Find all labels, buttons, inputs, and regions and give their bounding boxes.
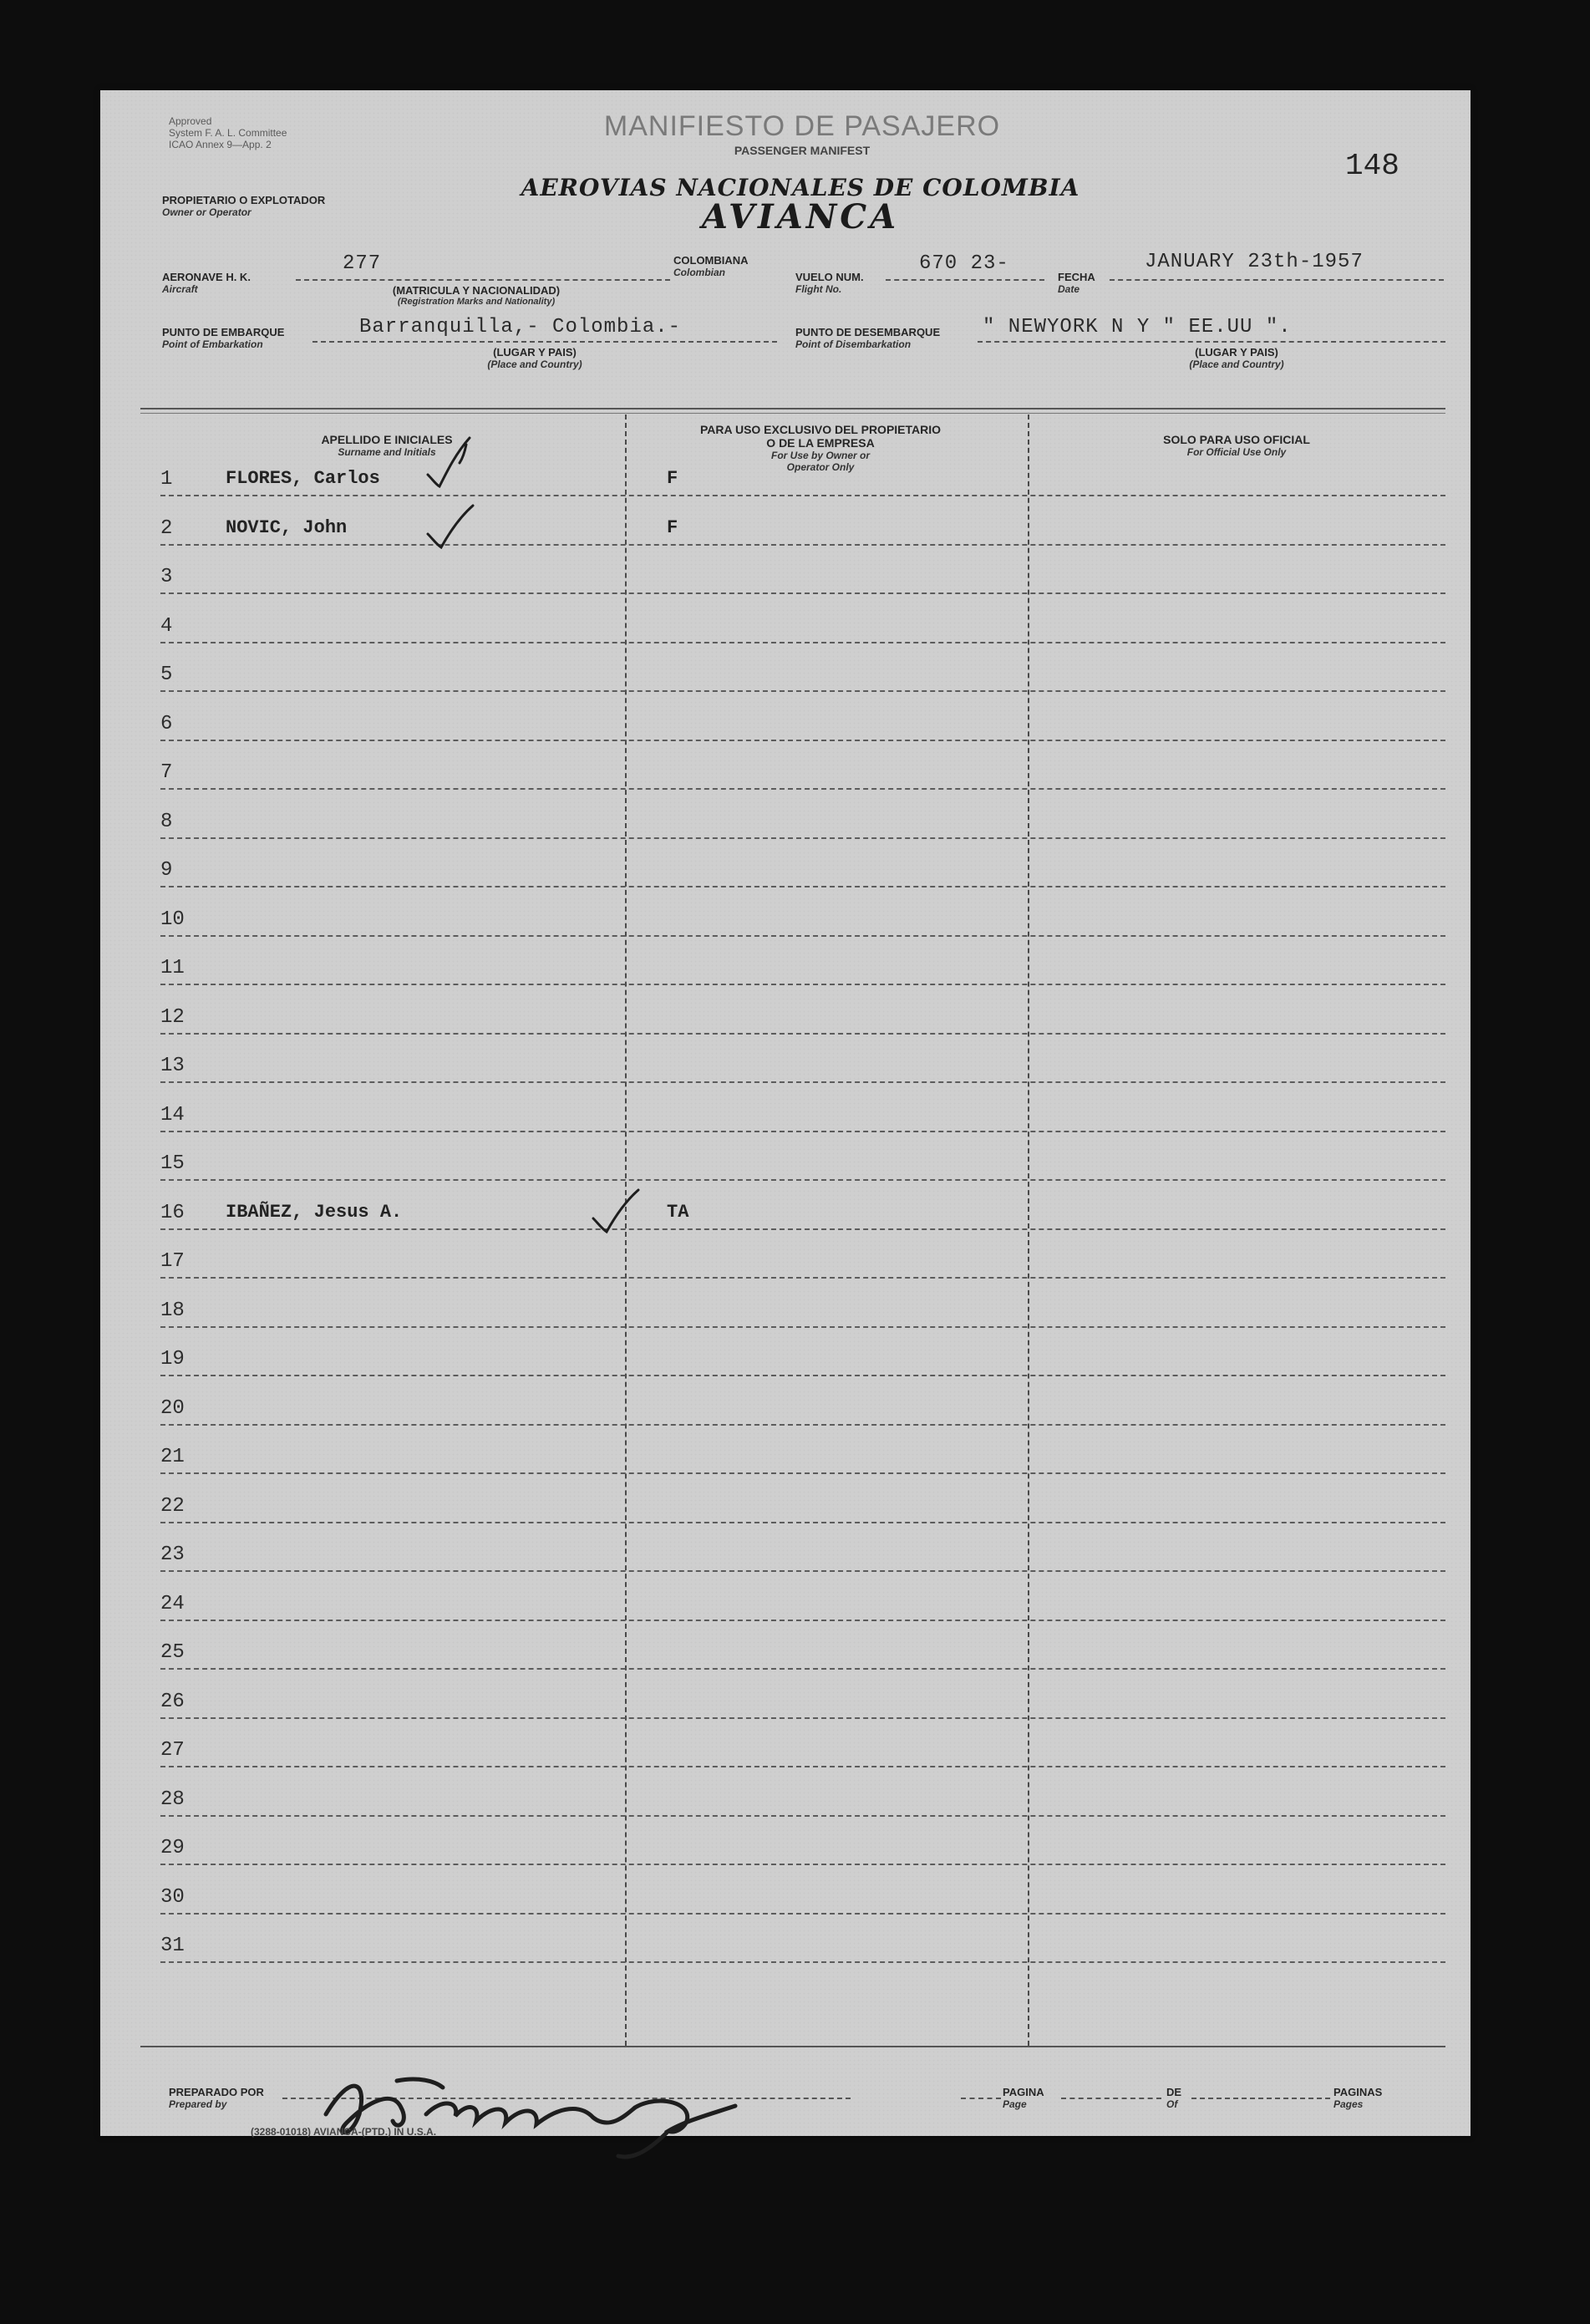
row-number: 20: [160, 1396, 185, 1420]
checkmark-icon: [423, 502, 490, 561]
page-label-en: Page: [1003, 2098, 1027, 2110]
table-row: [160, 1766, 1445, 1767]
row-number: 28: [160, 1787, 185, 1811]
table-row: [160, 1179, 1445, 1181]
row-number: 6: [160, 712, 173, 735]
disembarkation-caption: [1189, 346, 1283, 370]
date-label: [1058, 271, 1095, 295]
manifest-title-es: MANIFIESTO DE PASAJERO: [603, 110, 1001, 142]
registration-caption: [393, 284, 560, 307]
flight-label-es: VUELO NUM.: [795, 271, 864, 283]
row-number: 12: [160, 1005, 185, 1029]
table-row: [160, 1961, 1445, 1963]
row-number: 27: [160, 1739, 185, 1762]
registration-caption-en: (Registration Marks and Nationality): [397, 297, 556, 307]
prepared-by-label: [169, 2086, 264, 2110]
table-row: [160, 544, 1445, 546]
page-number: 148: [1345, 149, 1400, 183]
row-number: 25: [160, 1641, 185, 1664]
row-number: 30: [160, 1885, 185, 1909]
airline-brand: AVIANCA: [701, 197, 900, 236]
disembarkation-label-en: Point of Disembarkation: [795, 338, 912, 350]
table-row: [160, 984, 1445, 985]
embarkation-label: [162, 326, 284, 350]
owner-label-es: PROPIETARIO O EXPLOTADOR: [162, 194, 326, 206]
of-label: [1166, 2086, 1181, 2110]
row-number: 24: [160, 1592, 185, 1615]
row-number: 23: [160, 1543, 185, 1566]
table-row: [160, 1522, 1445, 1523]
embarkation-point: Barranquilla,- Colombia.-: [359, 316, 682, 338]
row-number: 1: [160, 468, 173, 491]
approval-line-1: Approved: [169, 115, 212, 127]
table-row: [160, 592, 1445, 594]
disembarkation-label-es: PUNTO DE DESEMBARQUE: [795, 326, 941, 338]
embarkation-caption: [487, 346, 582, 370]
manifest-sheet: [100, 90, 1471, 2136]
pages-label-en: Pages: [1333, 2098, 1364, 2110]
row-number: 19: [160, 1348, 185, 1370]
table-row: [160, 495, 1445, 496]
table-row: [160, 1668, 1445, 1670]
column-header-owner-use: [625, 423, 1016, 473]
embarkation-label-en: Point of Embarkation: [162, 338, 263, 350]
owner-use-code: F: [667, 468, 678, 489]
table-row: [160, 642, 1445, 643]
owner-label-en: Owner or Operator: [162, 206, 251, 218]
pages-label-es: PAGINAS: [1333, 2086, 1383, 2098]
row-number: 13: [160, 1055, 185, 1077]
table-row: [160, 690, 1445, 692]
row-number: 3: [160, 566, 173, 588]
row-number: 2: [160, 516, 173, 540]
row-number: 31: [160, 1935, 185, 1957]
row-number: 15: [160, 1152, 185, 1175]
embarkation-caption-en: (Place and Country): [487, 359, 582, 370]
of-label-es: DE: [1166, 2086, 1182, 2098]
row-number: 29: [160, 1837, 185, 1859]
table-row: [160, 1864, 1445, 1865]
table-row: [160, 1815, 1445, 1817]
column-header-owner-use-en-1: For Use by Owner or: [770, 450, 871, 461]
row-number: 14: [160, 1103, 185, 1126]
row-number: 7: [160, 761, 173, 784]
row-number: 17: [160, 1250, 185, 1273]
row-number: 5: [160, 664, 173, 686]
passenger-name: NOVIC, John: [226, 516, 348, 538]
row-number: 4: [160, 614, 173, 638]
table-row: [160, 1424, 1445, 1426]
disembarkation-caption-en: (Place and Country): [1189, 359, 1284, 370]
row-number: 21: [160, 1446, 185, 1468]
date-label-es: FECHA: [1058, 271, 1095, 283]
column-header-owner-use-en-2: Operator Only: [786, 461, 855, 473]
table-row: [160, 935, 1445, 937]
row-number: 11: [160, 957, 185, 979]
embarkation-label-es: PUNTO DE EMBARQUE: [162, 326, 285, 338]
registration-caption-es: (MATRICULA Y NACIONALIDAD): [392, 284, 561, 297]
column-header-official: [1029, 433, 1444, 458]
page-label-es: PAGINA: [1003, 2086, 1044, 2098]
table-row: [160, 1033, 1445, 1035]
disembarkation-label: [795, 326, 940, 350]
flight-number: 670 23-: [919, 252, 1009, 275]
prepared-by-label-en: Prepared by: [169, 2098, 227, 2110]
table-row: [160, 788, 1445, 790]
column-header-official-es: SOLO PARA USO OFICIAL: [1163, 433, 1310, 446]
owner-use-code: F: [667, 516, 678, 538]
column-header-official-en: For Official Use Only: [1186, 446, 1287, 458]
approval-line-2: System F. A. L. Committee: [169, 127, 287, 139]
table-row: [160, 1472, 1445, 1474]
disembarkation-caption-es: (LUGAR Y PAIS): [1195, 346, 1278, 359]
column-divider-2: [1028, 414, 1029, 2046]
aircraft-label-en: Aircraft: [162, 283, 198, 295]
checkmark-icon: [588, 1187, 655, 1245]
approval-line-3: ICAO Annex 9—App. 2: [169, 139, 272, 150]
checkmark-icon: [423, 436, 490, 495]
pages-label: [1333, 2086, 1382, 2110]
owner-use-code: TA: [667, 1201, 689, 1223]
table-row: [160, 1717, 1445, 1719]
aircraft-label: [162, 271, 251, 295]
nationality: [673, 254, 749, 278]
owner-label: [162, 194, 325, 218]
row-number: 26: [160, 1690, 185, 1713]
column-header-name-en: Surname and Initials: [338, 446, 436, 458]
page-label: [1003, 2086, 1044, 2110]
table-row: [160, 1570, 1445, 1572]
column-header-owner-use-es-1: PARA USO EXCLUSIVO DEL PROPIETARIO: [699, 423, 942, 436]
column-header-owner-use-es-2: O DE LA EMPRESA: [766, 436, 875, 450]
table-row: [160, 1277, 1445, 1279]
table-row: [160, 1620, 1445, 1621]
nationality-es: COLOMBIANA: [673, 254, 749, 267]
flight-label-en: Flight No.: [795, 283, 842, 295]
prepared-by-label-es: PREPARADO POR: [169, 2086, 264, 2098]
row-number: 10: [160, 908, 185, 931]
table-row: [160, 886, 1445, 887]
table-row: [160, 1913, 1445, 1915]
printer-note: (3288-01018) AVIANCA-(PTD.) IN U.S.A.: [251, 2126, 437, 2138]
disembarkation-point: " NEWYORK N Y " EE.UU ".: [983, 316, 1292, 338]
airline-name: AEROVIAS NACIONALES DE COLOMBIA: [521, 174, 1080, 201]
preparer-signature: [317, 2056, 785, 2164]
table-row: [160, 740, 1445, 741]
embarkation-caption-es: (LUGAR Y PAIS): [493, 346, 577, 359]
row-number: 8: [160, 810, 173, 833]
aircraft-label-es: AERONAVE H. K.: [162, 271, 251, 283]
table-row: [160, 1375, 1445, 1376]
table-row: [160, 1326, 1445, 1328]
passenger-name: FLORES, Carlos: [226, 468, 380, 489]
manifest-title-en: PASSENGER MANIFEST: [734, 144, 871, 157]
table-row: [160, 1131, 1445, 1132]
table-row: [160, 837, 1445, 839]
column-header-name: [160, 433, 613, 458]
aircraft-registration: 277: [343, 252, 382, 275]
table-row: [160, 1228, 1445, 1230]
approval-block: [169, 115, 287, 150]
date-label-en: Date: [1058, 283, 1080, 295]
flight-label: [795, 271, 864, 295]
row-number: 9: [160, 859, 173, 882]
of-label-en: Of: [1166, 2098, 1178, 2110]
nationality-en: Colombian: [673, 267, 725, 278]
flight-date: JANUARY 23th-1957: [1145, 251, 1364, 273]
row-number: 16: [160, 1201, 185, 1224]
row-number: 18: [160, 1299, 185, 1322]
column-header-name-es: APELLIDO E INICIALES: [321, 433, 453, 446]
passenger-name: IBAÑEZ, Jesus A.: [226, 1201, 403, 1223]
table-row: [160, 1081, 1445, 1083]
row-number: 22: [160, 1494, 185, 1518]
